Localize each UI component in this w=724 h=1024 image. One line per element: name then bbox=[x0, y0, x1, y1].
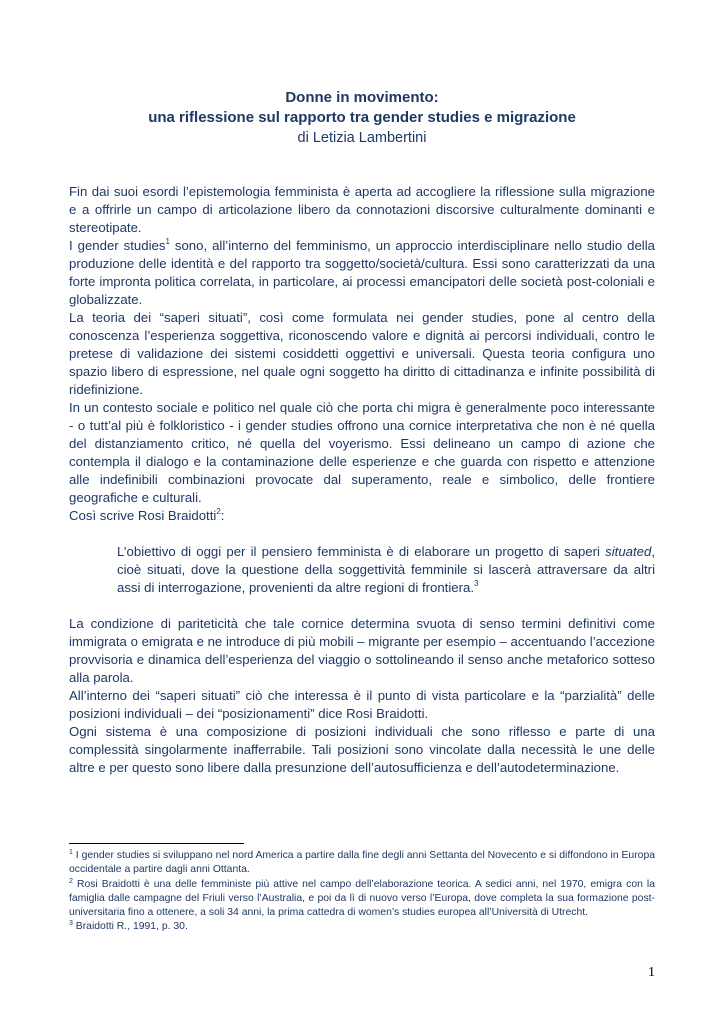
quote-text bbox=[69, 543, 655, 597]
block-quote bbox=[69, 543, 655, 597]
paragraph-4: In un contesto sociale e politico nel quale ciò che porta chi migra è generalmente poco interessante - o tutt’al più è folkloristico - i gender studies offrono una cornice interpretativa che non è né quella del distanziamento critico, né quella del voyerismo. Essi delineano un campo di azione che contempla il dialogo e la contaminazione delle esperienze e che guarda con rispetto e attenzione alle indefinibili combinazioni provocate dal superamento, reale e simbolico, delle frontiere geografiche e culturali. bbox=[69, 400, 655, 505]
page-number: 1 bbox=[648, 965, 655, 980]
footnote-1-number: 1 bbox=[69, 849, 73, 856]
footnote-1-text: I gender studies si sviluppano nel nord America a partire dalla fine degli anni Settanta del Novecento e si diffondono in Europa occidentale a partire dagli anni Ottanta. bbox=[69, 850, 655, 876]
title-block bbox=[0, 88, 724, 148]
footnote-3 bbox=[69, 920, 655, 934]
paragraph-7: All’interno dei “saperi situati” ciò che interessa è il punto di vista particolare e la “parzialità” delle posizioni individuali – dei “posizionamenti” dice Rosi Braidotti. bbox=[69, 688, 655, 721]
paragraph-2-start: I gender studies bbox=[69, 238, 166, 253]
footnotes bbox=[69, 849, 655, 935]
footnote-2-number: 2 bbox=[69, 877, 73, 885]
paragraph-8: Ogni sistema è una composizione di posizioni individuali che sono riflesso e parte di una complessità singolarmente inafferrabile. Tali posizioni sono vincolate dalla necessità le une delle altre e per questo sono libere dalla presunzione dell’autosufficienza e dell’autodeterminazione. bbox=[69, 724, 655, 775]
paragraph-6: La condizione di pariteticità che tale cornice determina svuota di senso termini definitivi come immigrata o emigrata e ne introduce di più mobili – migrante per esempio – accentuando l’accezione provvisoria e dinamica dell’esperienza del viaggio o sottolineando il senso anche metaforico sotteso alla parola. bbox=[69, 616, 655, 685]
footnote-3-number: 3 bbox=[69, 920, 73, 928]
paragraph-2 bbox=[69, 237, 655, 309]
paragraph-5-end: : bbox=[220, 508, 225, 523]
body-text bbox=[69, 183, 655, 777]
footnote-ref-2[interactable]: 2 bbox=[216, 507, 221, 516]
paragraph-2-rest: sono, all’interno del femminismo, un approccio interdisciplinare nello studio della produzione delle identità e del rapporto tra soggetto/società/cultura. Essi sono caratterizzati da una forte impronta politica correlata, in particolare, ai processi emancipatori delle società post-coloniali e globalizzate. bbox=[69, 238, 655, 307]
author-line: di Letizia Lambertini bbox=[297, 130, 427, 146]
quote-rest: , cioè situati, dove la questione della soggettività femminile si lascerà attraversare da altri assi di interrogazione, provenienti da altre regioni di frontiera. bbox=[117, 544, 655, 595]
paragraph-5-start: Così scrive Rosi Braidotti bbox=[69, 508, 217, 523]
footnote-2-text: Rosi Braidotti è una delle femministe più attive nel campo dell’elaborazione teorica. A sedici anni, nel 1970, emigra con la famiglia dalle campagne del Friuli verso l’Australia, e poi da lì di nuovo verso l’Europa, dove completa la sua formazione post-universitaria fino a ottenere, a soli 34 anni, la prima cattedra di women’s studies europea all’Università di Utrecht. bbox=[69, 878, 655, 919]
title-line-2: una riflessione sul rapporto tra gender studies e migrazione bbox=[148, 109, 576, 126]
quote-start: L’obiettivo di oggi per il pensiero femminista è di elaborare un progetto di saperi bbox=[117, 544, 606, 559]
footnote-ref-3[interactable]: 3 bbox=[474, 579, 479, 588]
footnote-separator bbox=[69, 843, 244, 844]
paragraph-3: La teoria dei “saperi situati”, così come formulata nei gender studies, pone al centro della conoscenza l’esperienza soggettiva, riconoscendo valore e dignità ai percorsi individuali, contro le pretese di validazione dei sistemi cosiddetti oggettivi e universali. Questa teoria configura uno spazio libero di espressione, nel quale ogni soggetto ha diritto di cittadinanza e infinite possibilità di ridefinizione. bbox=[69, 310, 655, 397]
paragraph-5 bbox=[69, 507, 655, 525]
quote-italic: situated bbox=[605, 544, 652, 559]
footnote-ref-1[interactable]: 1 bbox=[165, 237, 170, 246]
footnote-2 bbox=[69, 878, 655, 921]
paragraph-1: Fin dai suoi esordi l’epistemologia femminista è aperta ad accogliere la riflessione sulla migrazione e a offrirle un campo di articolazione libero da connotazioni discorsive culturalmente dominanti e stereotipate. bbox=[69, 184, 655, 235]
title-line-1: Donne in movimento: bbox=[285, 89, 439, 106]
footnote-3-text: Braidotti R., 1991, p. 30. bbox=[72, 921, 188, 933]
footnote-1 bbox=[69, 849, 655, 878]
